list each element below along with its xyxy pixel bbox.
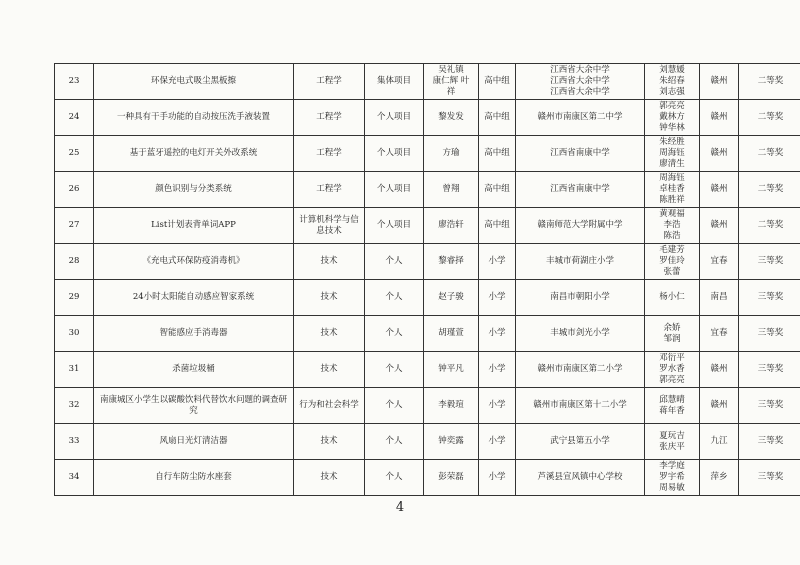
row-number-cell: 33 — [55, 424, 94, 460]
school-line: 武宁县第五小学 — [550, 436, 610, 446]
tutors-line: 李浩 — [663, 220, 681, 230]
tutors-cell — [645, 352, 700, 388]
row-number-cell: 24 — [55, 100, 94, 136]
school-line: 南昌市朝阳小学 — [550, 292, 610, 302]
tutors-line: 罗水香 — [659, 364, 685, 374]
school-line: 丰城市荷湖庄小学 — [545, 256, 614, 266]
award-cell: 三等奖 — [739, 424, 800, 460]
tutors-line: 周海钰 — [659, 173, 685, 183]
group-cell: 高中组 — [479, 100, 516, 136]
tutors-line: 黄观福 — [659, 209, 685, 219]
school-cell — [516, 208, 645, 244]
award-cell: 三等奖 — [739, 352, 800, 388]
group-cell: 小学 — [479, 388, 516, 424]
award-cell: 二等奖 — [739, 208, 800, 244]
project-title-cell: 基于蓝牙遥控的电灯开关外改系统 — [94, 136, 294, 172]
row-number-cell: 27 — [55, 208, 94, 244]
row-number-cell: 28 — [55, 244, 94, 280]
region-cell: 赣州 — [700, 64, 739, 100]
school-line: 赣州市南康区第十二小学 — [533, 400, 627, 410]
table-row — [55, 100, 800, 136]
category-cell: 技术 — [294, 244, 365, 280]
tutors-line: 钟华林 — [659, 123, 685, 133]
authors-cell — [424, 280, 479, 316]
school-line: 赣州市南康区第二小学 — [537, 364, 623, 374]
awards-table — [54, 63, 800, 496]
project-type-cell: 个人项目 — [365, 136, 424, 172]
category-cell: 工程学 — [294, 136, 365, 172]
table-row — [55, 388, 800, 424]
school-cell — [516, 136, 645, 172]
school-cell — [516, 388, 645, 424]
award-cell: 二等奖 — [739, 136, 800, 172]
row-number-cell: 30 — [55, 316, 94, 352]
tutors-line: 邱慧晴 — [659, 394, 685, 405]
category-cell: 技术 — [294, 460, 365, 496]
region-cell: 萍乡 — [700, 460, 739, 496]
project-title-cell: 《充电式环保防疫消毒机》 — [94, 244, 294, 280]
tutors-line: 卓桂香 — [659, 184, 685, 194]
authors-cell — [424, 352, 479, 388]
tutors-line: 周海钰 — [659, 148, 685, 158]
project-type-cell: 个人 — [365, 388, 424, 424]
authors-cell — [424, 172, 479, 208]
category-cell: 工程学 — [294, 100, 365, 136]
school-cell — [516, 460, 645, 496]
table-row — [55, 424, 800, 460]
tutors-line: 李学庭 — [659, 461, 685, 471]
tutors-line: 周易敏 — [659, 483, 685, 493]
project-type-cell: 个人项目 — [365, 172, 424, 208]
tutors-cell — [645, 136, 700, 172]
project-type-cell: 个人 — [365, 352, 424, 388]
table-row — [55, 64, 800, 100]
award-cell: 二等奖 — [739, 100, 800, 136]
category-cell: 工程学 — [294, 64, 365, 100]
region-cell: 宜春 — [700, 244, 739, 280]
category-cell: 计算机科学与信息技术 — [294, 208, 365, 244]
school-line: 江西省大余中学 — [550, 87, 610, 97]
tutors-line: 邹润 — [663, 333, 681, 344]
tutors-line: 廖清生 — [659, 159, 685, 169]
table-row — [55, 460, 800, 496]
authors-line: 黎睿择 — [438, 256, 464, 266]
tutors-line: 张庆平 — [659, 441, 685, 452]
tutors-line: 罗佳玲 — [659, 256, 685, 266]
authors-cell — [424, 316, 479, 352]
project-title-cell: List计划表背单词APP — [94, 208, 294, 244]
school-cell — [516, 280, 645, 316]
school-cell — [516, 64, 645, 100]
authors-line: 方瑜 — [442, 148, 460, 158]
tutors-line: 刘志强 — [659, 87, 685, 97]
project-title-cell: 颜色识别与分类系统 — [94, 172, 294, 208]
project-type-cell: 个人 — [365, 316, 424, 352]
project-type-cell: 个人项目 — [365, 208, 424, 244]
group-cell: 小学 — [479, 280, 516, 316]
tutors-cell — [645, 388, 700, 424]
group-cell: 小学 — [479, 424, 516, 460]
school-line: 江西省大余中学 — [550, 76, 610, 86]
project-type-cell: 个人项目 — [365, 100, 424, 136]
authors-line: 康仁辉 叶 — [432, 76, 470, 86]
category-cell: 技术 — [294, 352, 365, 388]
tutors-line: 郭亮亮 — [659, 375, 685, 385]
school-line: 芦溪县宣风镇中心学校 — [537, 472, 623, 482]
school-line: 江西省南康中学 — [550, 184, 610, 194]
region-cell: 赣州 — [700, 172, 739, 208]
tutors-line: 罗宇希 — [659, 472, 685, 482]
group-cell: 高中组 — [479, 136, 516, 172]
table-row — [55, 136, 800, 172]
award-cell: 三等奖 — [739, 244, 800, 280]
tutors-cell — [645, 64, 700, 100]
table-row — [55, 172, 800, 208]
tutors-line: 戴林方 — [659, 112, 685, 122]
category-cell: 技术 — [294, 316, 365, 352]
authors-line: 廖浩轩 — [438, 220, 464, 230]
project-title-cell: 一种具有干手功能的自动按压洗手液装置 — [94, 100, 294, 136]
authors-line: 祥 — [446, 87, 456, 97]
project-type-cell: 个人 — [365, 280, 424, 316]
group-cell: 小学 — [479, 244, 516, 280]
category-cell: 行为和社会科学 — [294, 388, 365, 424]
project-type-cell: 个人 — [365, 244, 424, 280]
school-cell — [516, 244, 645, 280]
tutors-line: 陈胜祥 — [659, 195, 685, 205]
school-cell — [516, 424, 645, 460]
region-cell: 赣州 — [700, 352, 739, 388]
group-cell: 小学 — [479, 316, 516, 352]
group-cell: 高中组 — [479, 172, 516, 208]
authors-line: 赵子骏 — [438, 292, 464, 302]
project-title-cell: 智能感应手消毒器 — [94, 316, 294, 352]
school-cell — [516, 352, 645, 388]
table-row — [55, 280, 800, 316]
tutors-line: 夏玩吉 — [659, 430, 685, 441]
project-type-cell: 集体项目 — [365, 64, 424, 100]
project-type-cell: 个人 — [365, 460, 424, 496]
tutors-line: 刘慧媛 — [659, 65, 685, 75]
award-cell: 三等奖 — [739, 280, 800, 316]
table-row — [55, 244, 800, 280]
authors-cell — [424, 136, 479, 172]
row-number-cell: 29 — [55, 280, 94, 316]
page-number: 4 — [395, 500, 405, 515]
school-cell — [516, 100, 645, 136]
authors-line: 彭荣磊 — [438, 472, 464, 482]
row-number-cell: 32 — [55, 388, 94, 424]
project-title-cell: 杀菌垃圾桶 — [94, 352, 294, 388]
table-row — [55, 352, 800, 388]
tutors-cell — [645, 244, 700, 280]
tutors-line: 邓衍平 — [659, 353, 685, 363]
school-cell — [516, 316, 645, 352]
tutors-cell — [645, 316, 700, 352]
region-cell: 宜春 — [700, 316, 739, 352]
tutors-line: 毛建芳 — [659, 245, 685, 255]
award-cell: 三等奖 — [739, 388, 800, 424]
region-cell: 赣州 — [700, 136, 739, 172]
category-cell: 技术 — [294, 280, 365, 316]
school-line: 江西省南康中学 — [550, 148, 610, 158]
authors-line: 吴礼镇 — [438, 65, 464, 75]
group-cell: 高中组 — [479, 208, 516, 244]
category-cell: 技术 — [294, 424, 365, 460]
group-cell: 小学 — [479, 460, 516, 496]
row-number-cell: 23 — [55, 64, 94, 100]
region-cell: 赣州 — [700, 100, 739, 136]
tutors-cell — [645, 280, 700, 316]
row-number-cell: 25 — [55, 136, 94, 172]
tutors-cell — [645, 460, 700, 496]
region-cell: 九江 — [700, 424, 739, 460]
award-cell: 二等奖 — [739, 64, 800, 100]
school-line: 赣州市南康区第二中学 — [537, 112, 623, 122]
row-number-cell: 31 — [55, 352, 94, 388]
authors-cell — [424, 64, 479, 100]
authors-cell — [424, 208, 479, 244]
authors-line: 钟平凡 — [438, 364, 464, 374]
tutors-line: 蒋年香 — [659, 405, 685, 416]
category-cell: 工程学 — [294, 172, 365, 208]
tutors-line: 陈浩 — [663, 231, 681, 241]
tutors-line: 张蕾 — [663, 267, 681, 277]
authors-cell — [424, 388, 479, 424]
authors-cell — [424, 100, 479, 136]
tutors-cell — [645, 208, 700, 244]
authors-cell — [424, 244, 479, 280]
row-number-cell: 26 — [55, 172, 94, 208]
tutors-line: 郭亮亮 — [659, 101, 685, 111]
authors-cell — [424, 424, 479, 460]
project-title-cell: 自行车防尘防水座套 — [94, 460, 294, 496]
award-cell: 三等奖 — [739, 460, 800, 496]
tutors-line: 朱绍春 — [659, 76, 685, 86]
row-number-cell: 34 — [55, 460, 94, 496]
school-cell — [516, 172, 645, 208]
school-line: 江西省大余中学 — [550, 65, 610, 75]
region-cell: 赣州 — [700, 388, 739, 424]
region-cell: 南昌 — [700, 280, 739, 316]
authors-line: 李毅瑄 — [438, 400, 464, 410]
project-type-cell: 个人 — [365, 424, 424, 460]
authors-line: 胡瑾萱 — [438, 328, 464, 338]
table-body — [55, 64, 800, 496]
tutors-line: 朱经胜 — [659, 137, 685, 147]
project-title-cell: 24小时太阳能自动感应智家系统 — [94, 280, 294, 316]
authors-line: 曾翔 — [442, 184, 460, 194]
tutors-cell — [645, 424, 700, 460]
award-cell: 三等奖 — [739, 316, 800, 352]
tutors-line: 余娇 — [663, 322, 681, 333]
school-line: 丰城市剑光小学 — [550, 328, 610, 338]
table-row — [55, 208, 800, 244]
authors-cell — [424, 460, 479, 496]
school-line: 赣南师范大学附属中学 — [537, 220, 623, 230]
award-cell: 二等奖 — [739, 172, 800, 208]
region-cell: 赣州 — [700, 208, 739, 244]
tutors-cell — [645, 100, 700, 136]
group-cell: 小学 — [479, 352, 516, 388]
tutors-line: 杨小仁 — [659, 292, 685, 302]
authors-line: 钟奕露 — [438, 436, 464, 446]
project-title-cell: 环保充电式吸尘黑板擦 — [94, 64, 294, 100]
tutors-cell — [645, 172, 700, 208]
group-cell: 高中组 — [479, 64, 516, 100]
table-row — [55, 316, 800, 352]
project-title-cell: 风扇日光灯清洁器 — [94, 424, 294, 460]
authors-line: 黎发发 — [438, 112, 464, 122]
project-title-cell: 南康城区小学生以碳酸饮料代替饮水问题的调查研究 — [94, 388, 294, 424]
